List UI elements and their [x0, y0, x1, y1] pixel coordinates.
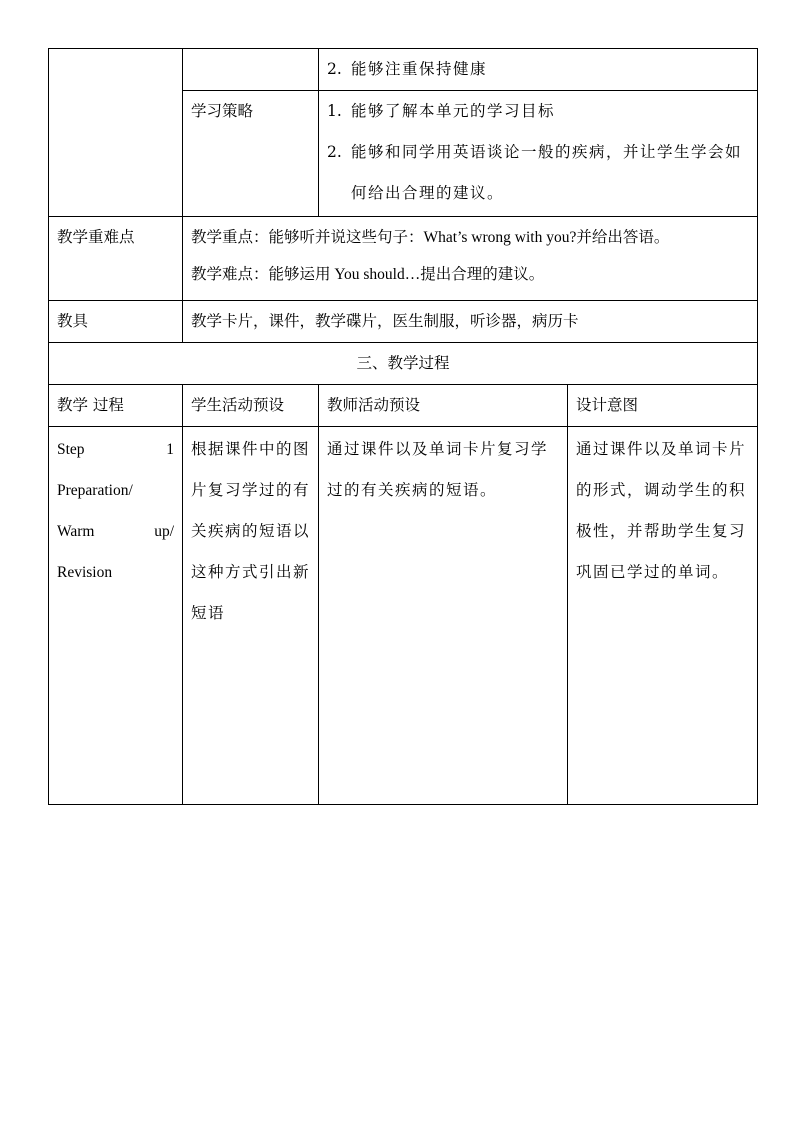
goal-item-2 [327, 57, 749, 81]
strategy-item-2-text: 能够和同学用英语谈论一般的疾病，并让学生学会如何给出合理的建议。 [351, 143, 743, 202]
step-stage-3: Revision [57, 564, 113, 581]
key-points-label-text: 教学重难点 [57, 228, 135, 246]
key-points-row [49, 217, 758, 301]
step-stage-2b: up/ [154, 523, 174, 540]
teacher-activity-cell [319, 427, 568, 805]
step-word: Step [57, 441, 85, 458]
strategy-item-1 [327, 91, 749, 132]
design-intent-text: 通过课件以及单词卡片的形式，调动学生的积极性，并帮助学生复习巩固已学过的单词。 [576, 440, 747, 581]
tools-label-text: 教具 [57, 312, 89, 330]
key-point-text: 教学重点：能够听并说这些句子：What’s wrong with you?并给出答语。 [191, 229, 670, 246]
strategy-label [183, 91, 319, 217]
section-title-row [49, 343, 758, 385]
header-teacher-activity-text: 教师活动预设 [327, 396, 421, 414]
step-label-cell [49, 427, 183, 805]
header-process-text: 教学 过程 [57, 396, 124, 414]
header-design-intent-text: 设计意图 [576, 396, 639, 414]
process-step-row [49, 427, 758, 805]
tools-label [49, 301, 183, 343]
header-process [49, 385, 183, 427]
strategy-item-2 [327, 132, 749, 214]
strategy-item-1-number: 1. [327, 102, 342, 120]
tools-content-text: 教学卡片，课件，教学碟片，医生制服，听诊器，病历卡 [191, 312, 579, 330]
strategy-label-text: 学习策略 [191, 102, 254, 120]
section-title-text: 三、教学过程 [356, 354, 450, 372]
student-activity-cell [183, 427, 319, 805]
step-line-4 [57, 552, 174, 593]
teacher-activity-text: 通过课件以及单词卡片复习学过的有关疾病的短语。 [327, 440, 549, 499]
step-line-3 [57, 511, 174, 552]
design-intent-cell [568, 427, 758, 805]
step-stage-1: Preparation/ [57, 482, 133, 499]
difficult-point-text: 教学难点：能够运用 You should…提出合理的建议。 [191, 266, 545, 283]
student-activity-text: 根据课件中的图片复习学过的有关疾病的短语以这种方式引出新短语 [191, 440, 311, 622]
strategy-content [319, 91, 758, 217]
step-stage-2a: Warm [57, 523, 95, 540]
process-header-row [49, 385, 758, 427]
empty-sub-label-cell [183, 49, 319, 91]
header-student-activity [183, 385, 319, 427]
key-points-content [183, 217, 758, 301]
section-title [49, 343, 758, 385]
strategy-item-1-text: 能够了解本单元的学习目标 [351, 102, 556, 120]
goal-item-cell [319, 49, 758, 91]
header-student-activity-text: 学生活动预设 [191, 396, 285, 414]
lesson-plan-table [48, 48, 758, 805]
header-design-intent [568, 385, 758, 427]
strategy-item-2-number: 2. [327, 143, 342, 161]
goals-row [49, 49, 758, 91]
key-points-label [49, 217, 183, 301]
step-line-2 [57, 470, 174, 511]
tools-row [49, 301, 758, 343]
step-line-1 [57, 429, 174, 470]
goal-item-2-number: 2. [327, 60, 342, 78]
header-teacher-activity [319, 385, 568, 427]
goal-item-2-text: 能够注重保持健康 [351, 60, 488, 78]
empty-label-cell [49, 49, 183, 217]
step-number: 1 [166, 441, 174, 458]
tools-content [183, 301, 758, 343]
